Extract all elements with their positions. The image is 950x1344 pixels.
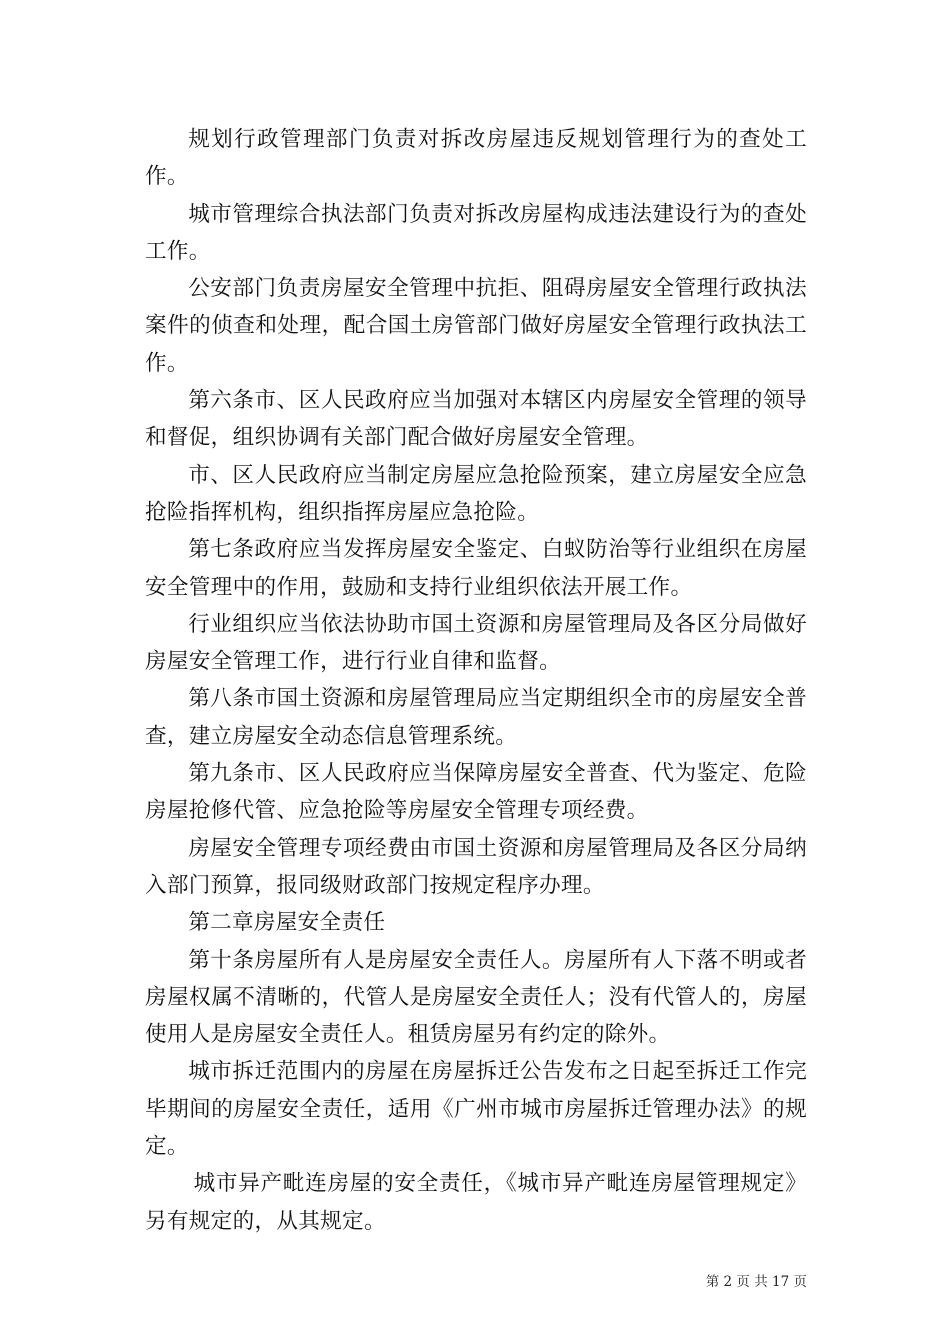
paragraph-article-6: 第六条市、区人民政府应当加强对本辖区内房屋安全管理的领导和督促，组织协调有关部门配合做好房屋安全管理。 [145,388,807,451]
paragraph-3: 公安部门负责房屋安全管理中抗拒、阻碍房屋安全管理行政执法案件的侦查和处理，配合国土房管部门做好房屋安全管理行政执法工作。 [145,276,807,376]
paragraph-14: 城市异产毗连房屋的安全责任，《城市异产毗连房屋管理规定》另有规定的，从其规定。 [145,1171,807,1234]
paragraph-article-8: 第八条市国土资源和房屋管理局应当定期组织全市的房屋安全普查，建立房屋安全动态信息管理系统。 [145,686,807,749]
paragraph-1: 规划行政管理部门负责对拆改房屋违反规划管理行为的查处工作。 [145,127,807,190]
footer-middle: 页 共 [736,1274,768,1290]
paragraph-5: 市、区人民政府应当制定房屋应急抢险预案，建立房屋安全应急抢险指挥机构，组织指挥房屋应急抢险。 [145,462,807,525]
paragraph-article-9: 第九条市、区人民政府应当保障房屋安全普查、代为鉴定、危险房屋抢修代管、应急抢险等房屋安全管理专项经费。 [145,761,807,824]
paragraph-article-7: 第七条政府应当发挥房屋安全鉴定、白蚁防治等行业组织在房屋安全管理中的作用，鼓励和支持行业组织依法开展工作。 [145,537,807,600]
footer-suffix: 页 [793,1274,807,1290]
paragraph-10: 房屋安全管理专项经费由市国土资源和房屋管理局及各区分局纳入部门预算，报同级财政部门按规定程序办理。 [145,835,807,898]
footer-current-page: 2 [723,1274,733,1290]
chapter-heading: 第二章房屋安全责任 [188,910,386,936]
paragraph-7: 行业组织应当依法协助市国土资源和房屋管理局及各区分局做好房屋安全管理工作，进行行业自律和监督。 [145,611,807,675]
footer-total-pages: 17 [772,1274,790,1290]
page-number-footer [706,1270,807,1290]
paragraph-2: 城市管理综合执法部门负责对拆改房屋构成违法建设行为的查处工作。 [145,201,807,264]
paragraph-13: 城市拆迁范围内的房屋在房屋拆迁公告发布之日起至拆迁工作完毕期间的房屋安全责任，适用《广州市城市房屋拆迁管理办法》的规定。 [145,1059,807,1160]
document-body [145,121,807,1240]
footer-prefix: 第 [705,1274,720,1290]
paragraph-article-10: 第十条房屋所有人是房屋安全责任人。房屋所有人下落不明或者房屋权属不清晰的，代管人是房屋安全责任人；没有代管人的，房屋使用人是房屋安全责任人。租赁房屋另有约定的除外。 [145,947,807,1048]
